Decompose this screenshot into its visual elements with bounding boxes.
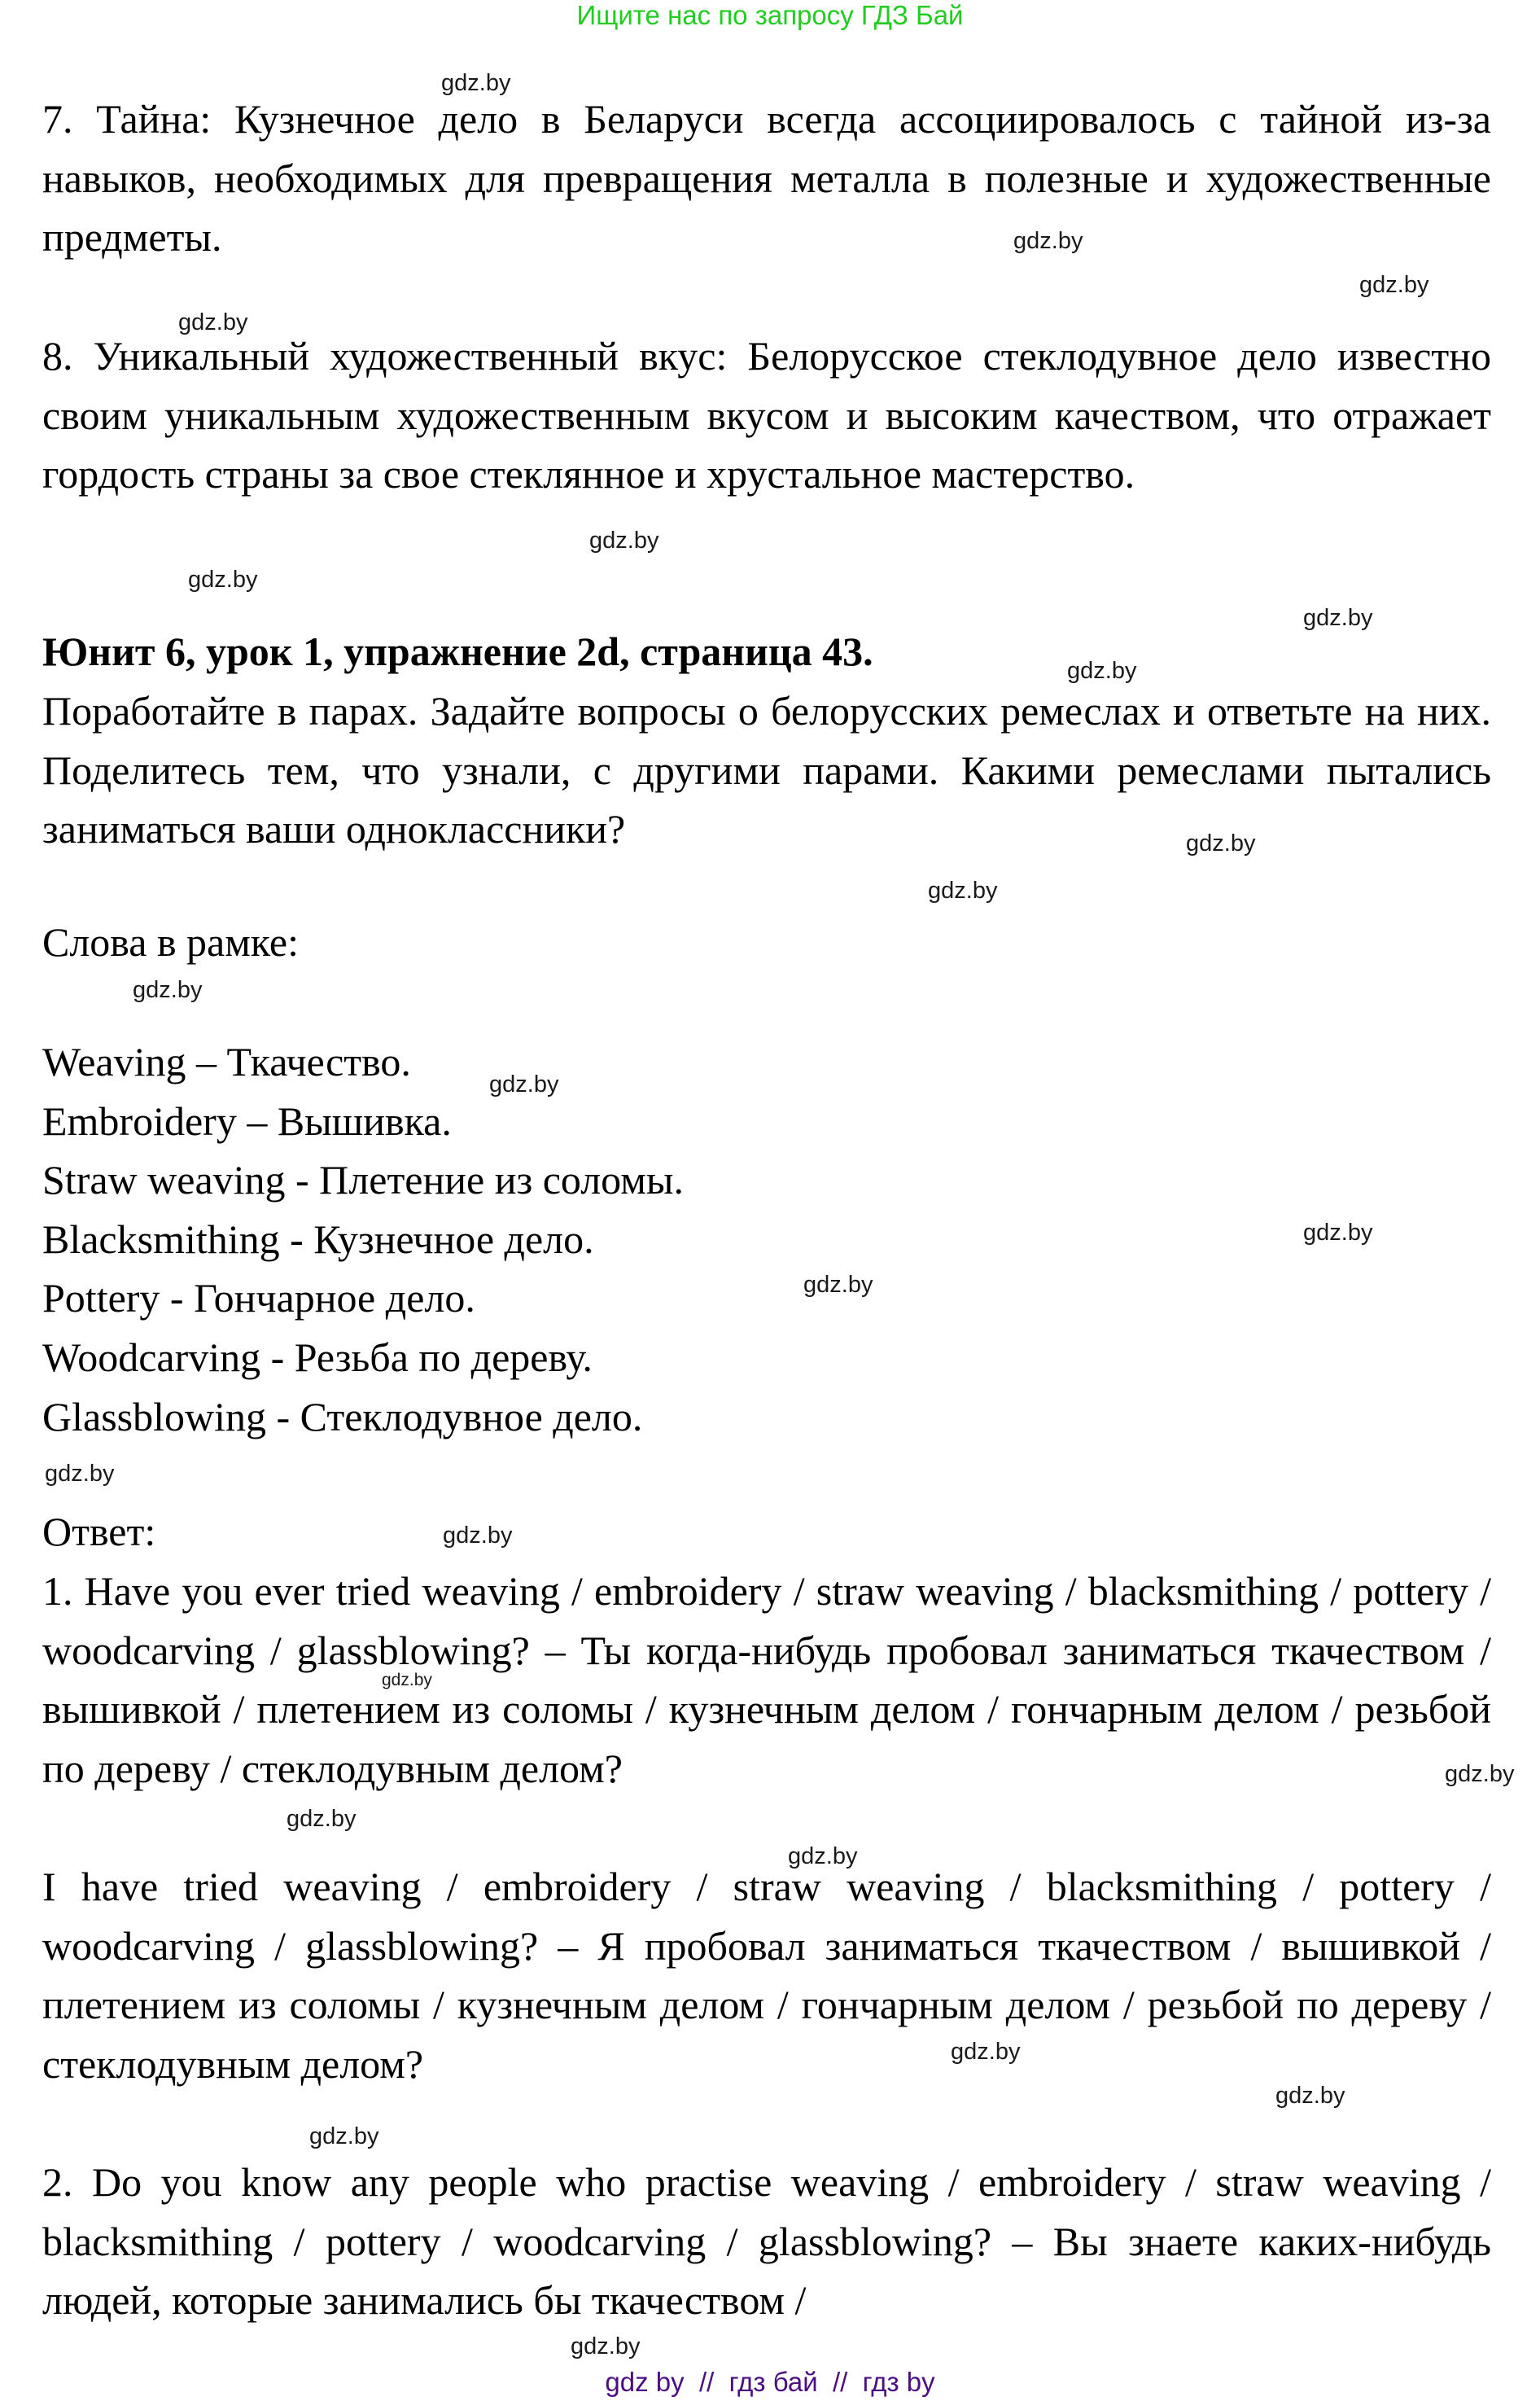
box-word-item: Weaving – Ткачество.	[42, 1039, 411, 1084]
watermark: gdz.by	[441, 70, 511, 96]
box-word-item: Straw weaving - Плетение из соломы.	[42, 1157, 684, 1203]
watermark: gdz.by	[1275, 2083, 1345, 2109]
answer-1-response: I have tried weaving / embroidery / straw weaving / blacksmithing / pottery / woodcarving / glassblowing? – Я пробовал заниматься ткачеством / вышивкой / плетением из соломы / кузнечным делом / гончарным делом / резьбой по дереву / стеклодувным делом?	[42, 1864, 1491, 2087]
exercise-heading: Юнит 6, урок 1, упражнение 2d, страница 43.	[42, 629, 873, 674]
watermark: gdz.by	[382, 1671, 432, 1689]
watermark: gdz.by	[443, 1523, 513, 1549]
watermark: gdz.by	[788, 1843, 858, 1869]
box-word-item: Pottery - Гончарное дело.	[42, 1275, 475, 1321]
answer-2: 2. Do you know any people who practise weaving / embroidery / straw weaving / blacksmithing / pottery / woodcarving / glassblowing? – Вы знаете каких-нибудь людей, которые занимались бы ткачеством /	[42, 2159, 1491, 2324]
watermark: gdz.by	[178, 309, 248, 335]
list-item-8: 8. Уникальный художественный вкус: Белорусское стеклодувное дело известно своим уникальным художественным вкусом и высоким качеством, что отражает гордость страны за свое стеклянное и хрустальное мастерство.	[42, 333, 1491, 497]
watermark: gdz.by	[1067, 658, 1137, 684]
footer-links: gdz by // гдз бай // гдз by	[605, 2367, 935, 2397]
watermark: gdz.by	[1359, 272, 1429, 298]
box-word-item: Woodcarving - Резьба по дереву.	[42, 1334, 593, 1380]
exercise-task: Поработайте в парах. Задайте вопросы о белорусских ремеслах и ответьте на них. Поделитесь тем, что узнали, с другими парами. Какими ремеслами пытались заниматься ваши одноклассники?	[42, 688, 1491, 852]
list-item-7: 7. Тайна: Кузнечное дело в Беларуси всегда ассоциировалось с тайной из-за навыков, необходимых для превращения металла в полезные и художественные предметы.	[42, 96, 1491, 261]
box-words-list	[42, 1032, 1491, 1446]
watermark: gdz.by	[1186, 830, 1256, 857]
box-label: Слова в рамке:	[42, 919, 300, 965]
watermark: gdz.by	[1013, 228, 1083, 254]
watermark: gdz.by	[309, 2123, 379, 2149]
watermark: gdz.by	[803, 1272, 873, 1298]
box-word-item: Embroidery – Вышивка.	[42, 1098, 452, 1144]
box-word-item: Glassblowing - Стеклодувное дело.	[42, 1393, 643, 1439]
watermark: gdz.by	[571, 2333, 641, 2359]
watermark: gdz.by	[45, 1461, 115, 1487]
answer-1: 1. Have you ever tried weaving / embroidery / straw weaving / blacksmithing / pottery / woodcarving / glassblowing? – Ты когда-нибудь пробовал заниматься ткачеством / вышивкой / плетением из соломы / кузнечным делом / гончарным делом / резьбой по дереву / стеклодувным делом?	[42, 1568, 1491, 1791]
watermark: gdz.by	[1303, 1220, 1373, 1246]
search-banner: Ищите нас по запросу ГДЗ Бай	[576, 0, 964, 30]
watermark: gdz.by	[1303, 605, 1373, 631]
watermark: gdz.by	[951, 2039, 1021, 2065]
watermark: gdz.by	[1445, 1761, 1515, 1787]
watermark: gdz.by	[928, 878, 998, 904]
answer-label: Ответ:	[42, 1509, 156, 1554]
watermark: gdz.by	[188, 567, 258, 593]
watermark: gdz.by	[489, 1071, 559, 1098]
watermark: gdz.by	[589, 528, 659, 554]
box-word-item: Blacksmithing - Кузнечное дело.	[42, 1216, 594, 1262]
watermark: gdz.by	[287, 1806, 357, 1832]
watermark: gdz.by	[133, 977, 203, 1003]
